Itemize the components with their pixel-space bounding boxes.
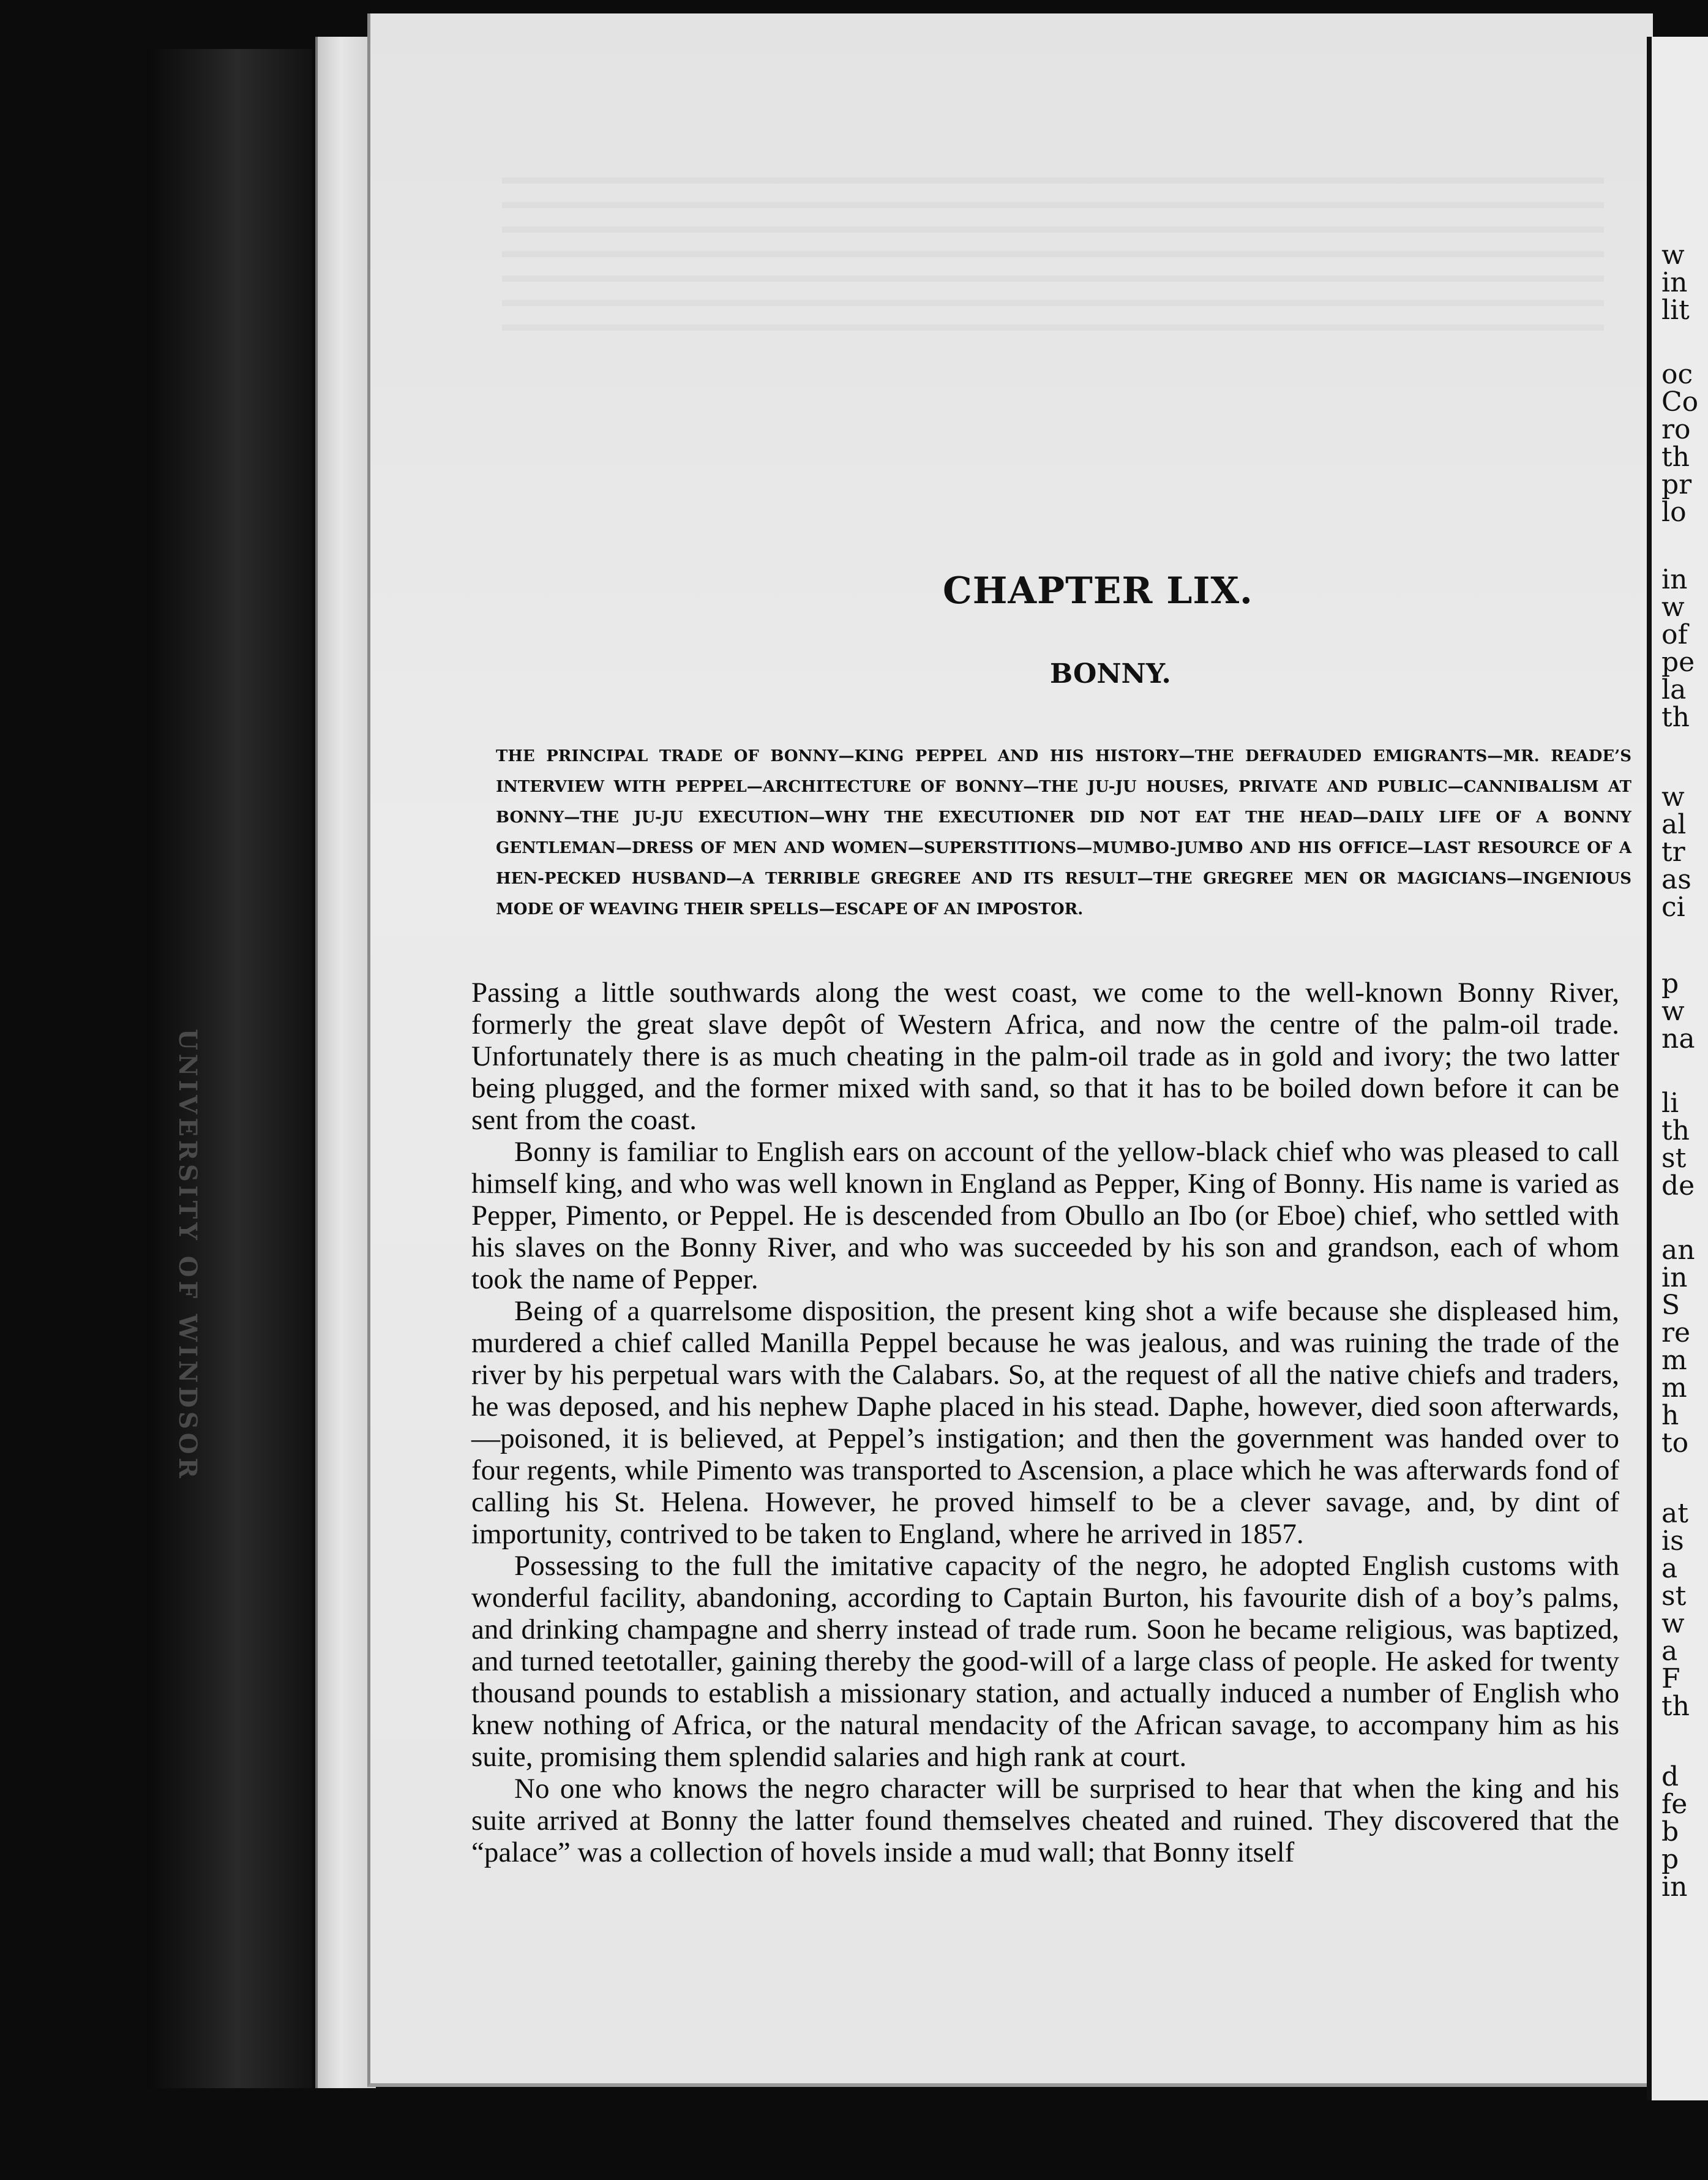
adjacent-fragment: lo <box>1661 497 1687 528</box>
adjacent-fragment: h <box>1661 1400 1679 1431</box>
adjacent-fragment: la <box>1661 674 1687 705</box>
adjacent-fragment: th <box>1661 1115 1690 1146</box>
paragraph: Being of a quarrelsome disposition, the present king shot a wife because she displeased him, murdered a chief called Manilla Peppel because he was jealous, and was ruining the trade of the river by his perpetual wars with the Calabars. So, at the request of all the native chiefs and traders, he was deposed, and his nephew Daphe placed in his stead. Daphe, however, died soon afterwards,—poisoned, it is believed, at Peppel’s instigation; and then the government was handed over to four regents, while Pimento was transported to Ascension, a place which he was afterwards fond of calling his St. Helena. However, he proved himself to be a clever savage, and, by dint of importunity, contrived to be taken to England, where he arrived in 1857. <box>471 1295 1619 1550</box>
adjacent-fragment: F <box>1661 1663 1680 1694</box>
chapter-synopsis: THE PRINCIPAL TRADE OF BONNY—KING PEPPEL AND HIS HISTORY—THE DEFRAUDED EMIGRANTS—MR. READE’S INTERVIEW WITH PEPPEL—ARCHITECTURE OF BONNY—THE JU-JU HOUSES, PRIVATE AND PUBLIC—CANNIBALISM AT BONNY—THE JU-JU EXECUTION—WHY THE EXECUTIONER DID NOT EAT THE HEAD—DAILY LIFE OF A BONNY GENTLEMAN—DRESS OF MEN AND WOMEN—SUPERSTITIONS—MUMBO-JUMBO AND HIS OFFICE—LAST RESOURCE OF A HEN-PECKED HUSBAND—A TERRIBLE GREGREE AND ITS RESULT—THE GREGREE MEN OR MAGICIANS—INGENIOUS MODE OF WEAVING THEIR SPELLS—ESCAPE OF AN IMPOSTOR. <box>496 747 1631 919</box>
adjacent-fragment: al <box>1661 809 1687 840</box>
adjacent-fragment: th <box>1661 442 1690 473</box>
book-spine <box>147 49 312 2088</box>
adjacent-fragment: d <box>1661 1761 1679 1792</box>
body-text <box>471 977 1619 1868</box>
adjacent-fragment: w <box>1661 1608 1685 1639</box>
adjacent-fragment: fe <box>1661 1789 1688 1820</box>
adjacent-fragment: li <box>1661 1088 1679 1119</box>
adjacent-fragment: an <box>1661 1235 1695 1266</box>
adjacent-fragment: oc <box>1661 359 1693 390</box>
adjacent-fragment: Co <box>1661 386 1699 418</box>
adjacent-fragment: w <box>1661 592 1685 623</box>
spine-library-stamp: UNIVERSITY OF WINDSOR <box>173 1029 202 1482</box>
adjacent-fragment: as <box>1661 864 1691 895</box>
adjacent-fragment: b <box>1661 1816 1679 1847</box>
adjacent-fragment: in <box>1661 1262 1688 1293</box>
adjacent-fragment: m <box>1661 1345 1687 1376</box>
paragraph: Passing a little southwards along the west coast, we come to the well-known Bonny River, formerly the great slave depôt of Western Africa, and now the centre of the palm-oil trade. Unfortunately there is as much cheating in the palm-oil trade as in gold and ivory; the two latter being plugged, and the former mixed with sand, so that it has to be boiled down before it can be sent from the coast. <box>471 977 1619 1136</box>
adjacent-fragment: in <box>1661 564 1688 595</box>
paragraph: No one who knows the negro character will be surprised to hear that when the king and his suite arrived at Bonny the latter found themselves cheated and ruined. They discovered that the “palace” was a collection of hovels inside a mud wall; that Bonny itself <box>471 1773 1619 1868</box>
paragraph: Bonny is familiar to English ears on account of the yellow-black chief who was pleased to call himself king, and who was well known in England as Pepper, King of Bonny. His name is varied as Pepper, Pimento, or Peppel. He is descended from Obullo an Ibo (or Eboe) chief, who settled with his slaves on the Bonny River, and who was succeeded by his son and grandson, each of whom took the name of Pepper. <box>471 1136 1619 1295</box>
adjacent-fragment: p <box>1661 1844 1679 1875</box>
adjacent-fragment: ci <box>1661 892 1685 923</box>
adjacent-fragment: is <box>1661 1525 1684 1557</box>
adjacent-fragment: st <box>1661 1581 1687 1612</box>
adjacent-fragment: a <box>1661 1553 1678 1584</box>
adjacent-fragment: w <box>1661 239 1685 271</box>
adjacent-fragment: S <box>1661 1290 1680 1321</box>
adjacent-fragment: in <box>1661 267 1688 298</box>
adjacent-fragment: at <box>1661 1498 1688 1529</box>
adjacent-fragment: m <box>1661 1372 1687 1404</box>
adjacent-fragment: lit <box>1661 295 1690 326</box>
adjacent-fragment: a <box>1661 1636 1678 1667</box>
adjacent-fragment: na <box>1661 1023 1695 1054</box>
chapter-heading: CHAPTER LIX. <box>943 569 1253 612</box>
adjacent-fragment: w <box>1661 996 1685 1027</box>
adjacent-fragment: p <box>1661 968 1679 999</box>
adjacent-fragment: in <box>1661 1871 1688 1903</box>
adjacent-fragment: to <box>1661 1427 1689 1459</box>
adjacent-fragment: tr <box>1661 836 1685 868</box>
adjacent-fragment: ro <box>1661 414 1691 445</box>
adjacent-page <box>1647 37 1708 2100</box>
paragraph: Possessing to the full the imitative capacity of the negro, he adopted English customs with wonderful facility, abandoning, according to Captain Burton, his favourite dish of a boy’s palms, and drinking champagne and sherry instead of trade rum. Soon he became religious, was baptized, and turned teetotaller, gaining thereby the good-will of a large class of people. He asked for twenty thousand pounds to establish a missionary station, and actually induced a number of English who knew nothing of Africa, or the natural mendacity of the African savage, to accompany him as his suite, promising them splendid salaries and high rank at court. <box>471 1550 1619 1773</box>
adjacent-fragment: of <box>1661 619 1688 650</box>
adjacent-fragment: pe <box>1661 647 1695 678</box>
adjacent-fragment: th <box>1661 702 1690 733</box>
adjacent-fragment: w <box>1661 781 1685 813</box>
adjacent-fragment: de <box>1661 1170 1695 1201</box>
adjacent-fragment: st <box>1661 1143 1687 1174</box>
show-through-text <box>502 159 1604 331</box>
adjacent-fragment: th <box>1661 1691 1690 1722</box>
adjacent-fragment: re <box>1661 1317 1691 1348</box>
section-heading: BONNY. <box>1050 658 1171 690</box>
adjacent-fragment: pr <box>1661 469 1692 500</box>
